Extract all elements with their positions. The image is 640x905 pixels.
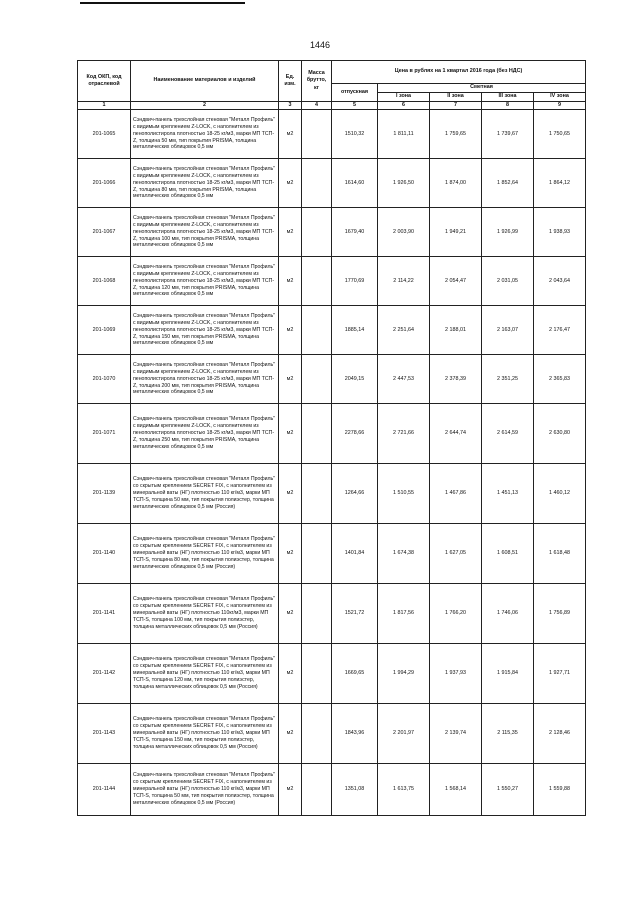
row-mass <box>302 208 332 257</box>
row-zone-1-price: 1 674,38 <box>378 524 430 584</box>
row-mass <box>302 524 332 584</box>
row-mass <box>302 704 332 764</box>
row-unit: м2 <box>279 257 302 306</box>
table-row <box>78 355 586 404</box>
row-zone-1-price: 2 447,53 <box>378 355 430 404</box>
row-zone-4-price: 2 176,47 <box>534 306 586 355</box>
table-row <box>78 524 586 584</box>
row-zone-2-price: 2 644,74 <box>430 404 482 464</box>
row-zone-1-price: 1 926,50 <box>378 159 430 208</box>
row-zone-2-price: 1 759,65 <box>430 110 482 159</box>
row-unit: м2 <box>279 764 302 816</box>
row-zone-1-price: 2 003,90 <box>378 208 430 257</box>
row-unit: м2 <box>279 524 302 584</box>
row-zone-4-price: 1 938,93 <box>534 208 586 257</box>
row-mass <box>302 306 332 355</box>
row-unit: м2 <box>279 404 302 464</box>
column-number: 4 <box>302 102 332 110</box>
row-release-price: 1679,40 <box>332 208 378 257</box>
table-row <box>78 257 586 306</box>
row-mass <box>302 159 332 208</box>
column-number: 5 <box>332 102 378 110</box>
row-name: Сэндвич-панель трехслойная стеновая "Металл Профиль" с видимым креплением Z-LOCK, с наполнителем из пенополистирола плотностью 18-25 кг/м3, марки МП ТСП-Z, толщина 100 мм, тип покрытия PRISMA, толщина металлических облицовок 0,5 мм <box>131 208 279 257</box>
row-zone-2-price: 1 949,21 <box>430 208 482 257</box>
header-zone-4: IV зона <box>534 93 586 102</box>
row-zone-1-price: 2 201,97 <box>378 704 430 764</box>
row-code: 201-1065 <box>78 110 131 159</box>
row-zone-4-price: 1 864,12 <box>534 159 586 208</box>
row-code: 201-1070 <box>78 355 131 404</box>
row-unit: м2 <box>279 306 302 355</box>
row-name: Сэндвич-панель трехслойная стеновая "Металл Профиль" со скрытым креплением SECRET FIX, с наполнителем из минеральной ваты (НГ) плотностью 110 кг/м3, марки МП ТСП-S, толщина 80 мм, тип покрытия полиэстер, толщина металлических облицовок 0,5 мм (Россия) <box>131 524 279 584</box>
row-mass <box>302 464 332 524</box>
row-release-price: 2278,66 <box>332 404 378 464</box>
row-release-price: 1669,65 <box>332 644 378 704</box>
row-zone-3-price: 1 746,06 <box>482 584 534 644</box>
table-row <box>78 208 586 257</box>
row-code: 201-1066 <box>78 159 131 208</box>
row-name: Сэндвич-панель трехслойная стеновая "Металл Профиль" со скрытым креплением SECRET FIX, с наполнителем из минеральной ваты (НГ) плотностью 110кг/м3, марки МП ТСП-S, толщина 100 мм, тип покрытия полиэстер, толщина металлических облицовок 0,5 мм (Россия) <box>131 584 279 644</box>
row-mass <box>302 257 332 306</box>
row-zone-1-price: 1 811,11 <box>378 110 430 159</box>
row-zone-3-price: 1 608,51 <box>482 524 534 584</box>
row-zone-4-price: 1 927,71 <box>534 644 586 704</box>
row-mass <box>302 404 332 464</box>
row-zone-2-price: 1 568,14 <box>430 764 482 816</box>
row-zone-1-price: 1 994,29 <box>378 644 430 704</box>
row-name: Сэндвич-панель трехслойная стеновая "Металл Профиль" со скрытым креплением SECRET FIX, с наполнителем из минеральной ваты (НГ) плотностью 110 кг/м3, марки МП ТСП-S, толщина 50 мм, тип покрытия полиэстер, толщина металлических облицовок 0,5 мм (Россия) <box>131 764 279 816</box>
header-estimated: Сметная <box>378 84 586 93</box>
row-code: 201-1069 <box>78 306 131 355</box>
row-release-price: 1614,60 <box>332 159 378 208</box>
row-zone-2-price: 1 766,20 <box>430 584 482 644</box>
table-row <box>78 764 586 816</box>
row-release-price: 1770,69 <box>332 257 378 306</box>
header-code: Код ОКП, код отраслевой <box>78 61 131 102</box>
row-unit: м2 <box>279 159 302 208</box>
row-mass <box>302 764 332 816</box>
row-zone-4-price: 2 630,80 <box>534 404 586 464</box>
row-zone-4-price: 1 756,89 <box>534 584 586 644</box>
row-zone-4-price: 1 460,12 <box>534 464 586 524</box>
row-unit: м2 <box>279 355 302 404</box>
table-row <box>78 464 586 524</box>
table-row <box>78 159 586 208</box>
table-row <box>78 110 586 159</box>
table-row <box>78 704 586 764</box>
price-table <box>77 60 586 816</box>
header-release: отпускная <box>332 84 378 102</box>
column-number-row <box>78 102 586 110</box>
row-zone-2-price: 1 467,86 <box>430 464 482 524</box>
row-zone-2-price: 2 378,39 <box>430 355 482 404</box>
row-code: 201-1142 <box>78 644 131 704</box>
row-unit: м2 <box>279 584 302 644</box>
row-release-price: 1351,08 <box>332 764 378 816</box>
row-zone-3-price: 1 915,84 <box>482 644 534 704</box>
column-number: 2 <box>131 102 279 110</box>
row-zone-2-price: 2 139,74 <box>430 704 482 764</box>
row-zone-3-price: 1 852,64 <box>482 159 534 208</box>
row-name: Сэндвич-панель трехслойная стеновая "Металл Профиль" с видимым креплением Z-LOCK, с наполнителем из пенополистирола плотностью 18-25 кг/м3, марки МП ТСП-Z, толщина 200 мм, тип покрытия PRISMA, толщина металлических облицовок 0,5 мм <box>131 355 279 404</box>
row-code: 201-1071 <box>78 404 131 464</box>
header-price-group: Цена в рублях на 1 квартал 2016 года (без НДС) <box>332 61 586 84</box>
row-zone-1-price: 1 613,75 <box>378 764 430 816</box>
row-unit: м2 <box>279 208 302 257</box>
row-code: 201-1143 <box>78 704 131 764</box>
row-release-price: 1521,72 <box>332 584 378 644</box>
column-number: 9 <box>534 102 586 110</box>
row-zone-2-price: 1 937,93 <box>430 644 482 704</box>
row-name: Сэндвич-панель трехслойная стеновая "Металл Профиль" с видимым креплением Z-LOCK, с наполнителем из пенополистирола плотностью 18-25 кг/м3, марки МП ТСП-Z, толщина 250 мм, тип покрытия PRISMA, толщина металлических облицовок 0,5 мм <box>131 404 279 464</box>
row-release-price: 1885,14 <box>332 306 378 355</box>
row-zone-3-price: 1 550,27 <box>482 764 534 816</box>
header-mass: Масса брутто, кг <box>302 61 332 102</box>
row-mass <box>302 644 332 704</box>
row-code: 201-1139 <box>78 464 131 524</box>
row-code: 201-1144 <box>78 764 131 816</box>
row-release-price: 1843,96 <box>332 704 378 764</box>
row-zone-3-price: 1 739,67 <box>482 110 534 159</box>
header-unit: Ед. изм. <box>279 61 302 102</box>
row-zone-3-price: 2 614,59 <box>482 404 534 464</box>
row-zone-4-price: 2 043,64 <box>534 257 586 306</box>
row-unit: м2 <box>279 704 302 764</box>
page-number: 1446 <box>309 40 331 50</box>
row-zone-1-price: 2 721,66 <box>378 404 430 464</box>
header-zone-1: I зона <box>378 93 430 102</box>
table-row <box>78 644 586 704</box>
row-zone-2-price: 1 874,00 <box>430 159 482 208</box>
table-row <box>78 404 586 464</box>
header-zone-3: III зона <box>482 93 534 102</box>
row-release-price: 1264,66 <box>332 464 378 524</box>
row-zone-3-price: 1 451,13 <box>482 464 534 524</box>
row-mass <box>302 584 332 644</box>
header-zone-2: II зона <box>430 93 482 102</box>
row-zone-1-price: 2 114,22 <box>378 257 430 306</box>
row-zone-3-price: 2 115,35 <box>482 704 534 764</box>
row-release-price: 2049,15 <box>332 355 378 404</box>
row-zone-3-price: 1 926,99 <box>482 208 534 257</box>
row-mass <box>302 355 332 404</box>
row-unit: м2 <box>279 110 302 159</box>
header-name: Наименование материалов и изделий <box>131 61 279 102</box>
row-zone-3-price: 2 163,07 <box>482 306 534 355</box>
row-zone-3-price: 2 351,25 <box>482 355 534 404</box>
row-name: Сэндвич-панель трехслойная стеновая "Металл Профиль" с видимым креплением Z-LOCK, с наполнителем из пенополистирола плотностью 18-25 кг/м3, марки МП ТСП-Z, толщина 80 мм, тип покрытия PRISMA, толщина металлических облицовок 0,5 мм <box>131 159 279 208</box>
row-zone-2-price: 2 188,01 <box>430 306 482 355</box>
row-release-price: 1401,84 <box>332 524 378 584</box>
table-row <box>78 306 586 355</box>
row-zone-2-price: 2 054,47 <box>430 257 482 306</box>
row-zone-3-price: 2 031,05 <box>482 257 534 306</box>
row-name: Сэндвич-панель трехслойная стеновая "Металл Профиль" с видимым креплением Z-LOCK, с наполнителем из пенополистирола плотностью 18-25 кг/м3, марки МП ТСП-Z, толщина 50 мм, тип покрытия PRISMA, толщина металлических облицовок 0,5 мм <box>131 110 279 159</box>
table-row <box>78 584 586 644</box>
row-name: Сэндвич-панель трехслойная стеновая "Металл Профиль" с видимым креплением Z-LOCK, с наполнителем из пенополистирола плотностью 18-25 кг/м3, марки МП ТСП-Z, толщина 120 мм, тип покрытия PRISMA, толщина металлических облицовок 0,5 мм <box>131 257 279 306</box>
row-code: 201-1067 <box>78 208 131 257</box>
column-number: 6 <box>378 102 430 110</box>
row-release-price: 1510,32 <box>332 110 378 159</box>
row-zone-1-price: 1 510,55 <box>378 464 430 524</box>
row-code: 201-1141 <box>78 584 131 644</box>
row-code: 201-1068 <box>78 257 131 306</box>
row-mass <box>302 110 332 159</box>
column-number: 8 <box>482 102 534 110</box>
top-rule <box>80 2 245 4</box>
row-zone-1-price: 1 817,56 <box>378 584 430 644</box>
row-zone-1-price: 2 251,64 <box>378 306 430 355</box>
row-code: 201-1140 <box>78 524 131 584</box>
row-zone-4-price: 1 750,65 <box>534 110 586 159</box>
row-zone-4-price: 2 128,46 <box>534 704 586 764</box>
row-name: Сэндвич-панель трехслойная стеновая "Металл Профиль" со скрытым креплением SECRET FIX, с наполнителем из минеральной ваты (НГ) плотностью 110 кг/м3, марки МП ТСП-S, толщина 120 мм, тип покрытия полиэстер, толщина металлических облицовок 0,5 мм (Россия) <box>131 644 279 704</box>
row-unit: м2 <box>279 464 302 524</box>
column-number: 3 <box>279 102 302 110</box>
column-number: 7 <box>430 102 482 110</box>
row-unit: м2 <box>279 644 302 704</box>
row-zone-4-price: 1 559,88 <box>534 764 586 816</box>
row-name: Сэндвич-панель трехслойная стеновая "Металл Профиль" со скрытым креплением SECRET FIX, с наполнителем из минеральной ваты (НГ) плотностью 110 кг/м3, марки МП ТСП-S, толщина 150 мм, тип покрытия полиэстер, толщина металлических облицовок 0,5 мм (Россия) <box>131 704 279 764</box>
column-number: 1 <box>78 102 131 110</box>
row-name: Сэндвич-панель трехслойная стеновая "Металл Профиль" с видимым креплением Z-LOCK, с наполнителем из пенополистирола плотностью 18-25 кг/м3, марки МП ТСП-Z, толщина 150 мм, тип покрытия PRISMA, толщина металлических облицовок 0,5 мм <box>131 306 279 355</box>
row-zone-4-price: 1 618,48 <box>534 524 586 584</box>
row-name: Сэндвич-панель трехслойная стеновая "Металл Профиль" со скрытым креплением SECRET FIX, с наполнителем из минеральной ваты (НГ) плотностью 110 кг/м3, марки МП ТСП-S, толщина 50 мм, тип покрытия полиэстер, толщина металлических облицовок 0,5 мм (Россия) <box>131 464 279 524</box>
row-zone-2-price: 1 627,05 <box>430 524 482 584</box>
row-zone-4-price: 2 365,83 <box>534 355 586 404</box>
